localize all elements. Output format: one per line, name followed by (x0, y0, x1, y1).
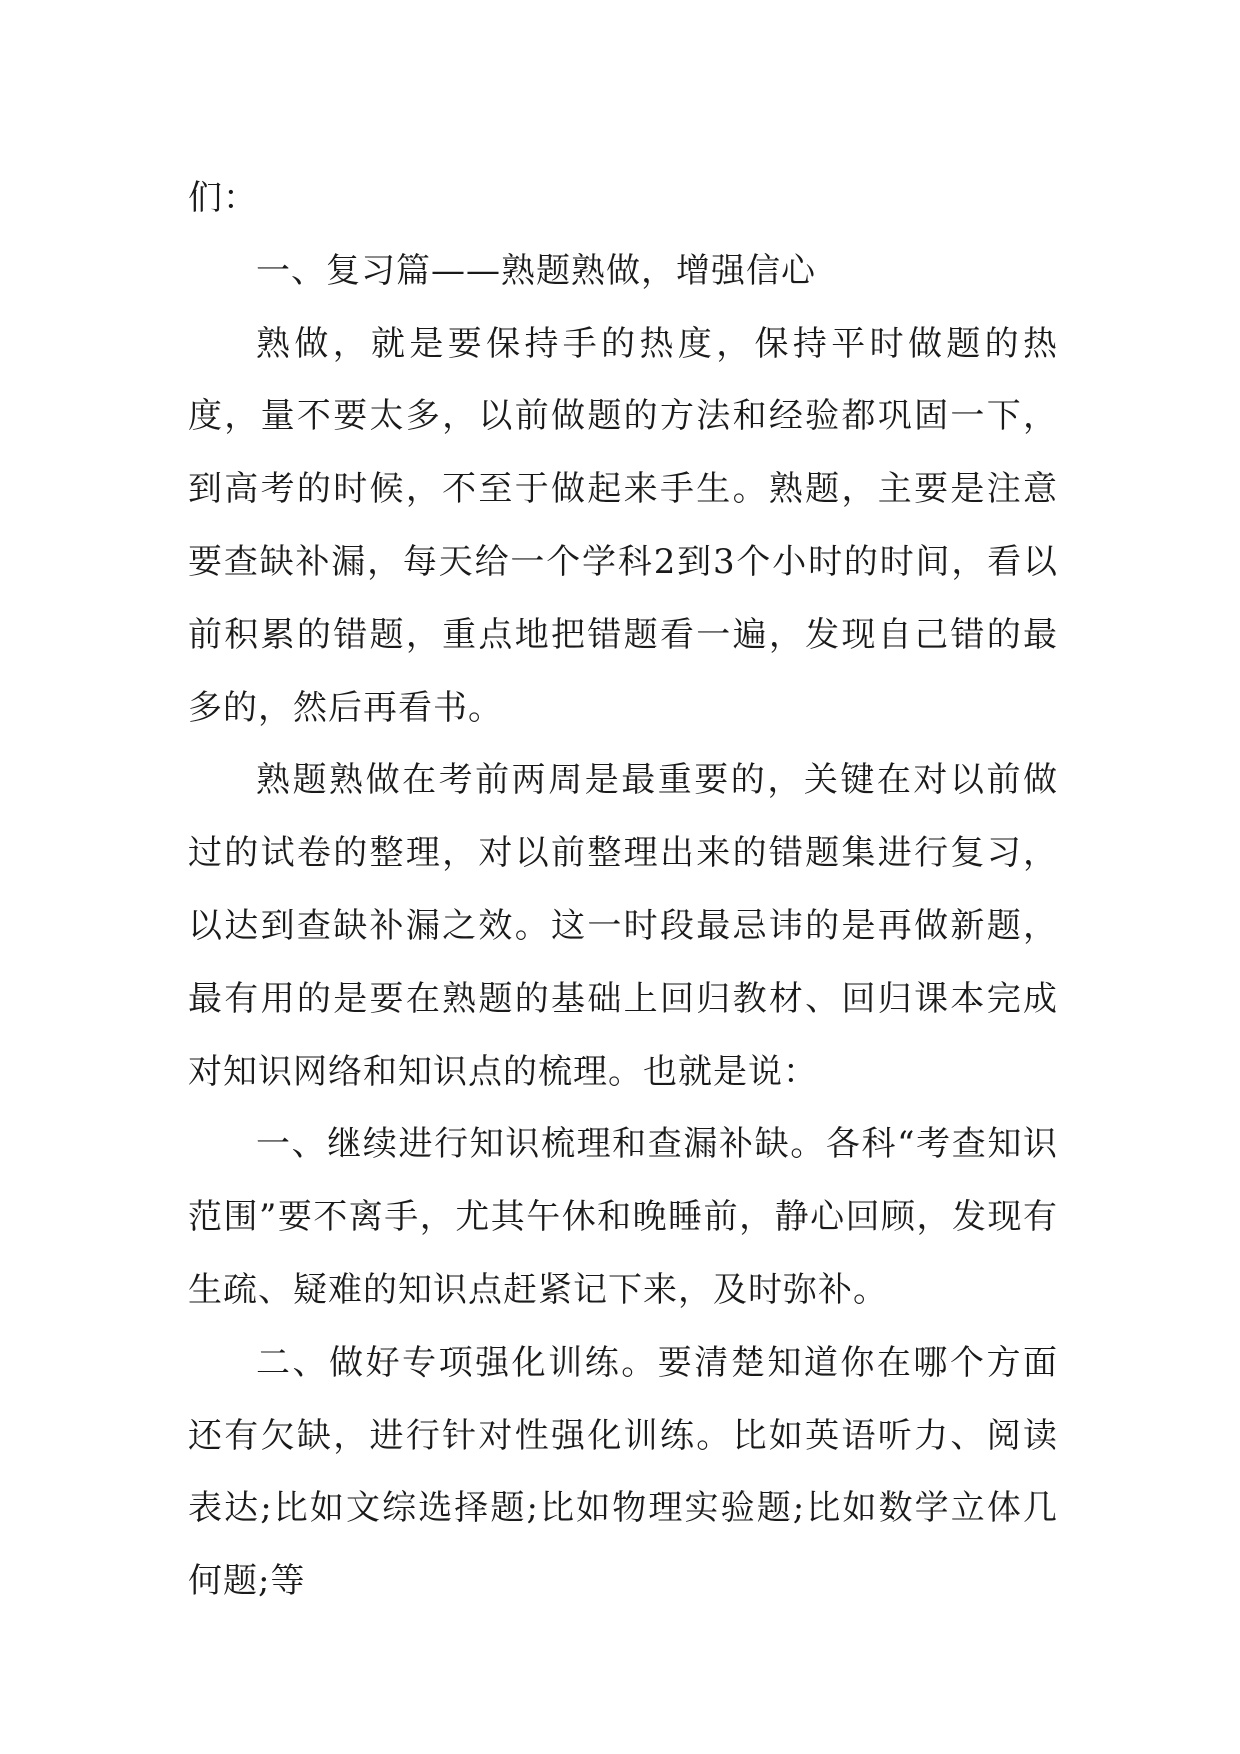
paragraph-knowledge-review: 一、继续进行知识梳理和查漏补缺。各科“考查知识范围”要不离手，尤其午休和晚睡前，静心回顾，发现有生疏、疑难的知识点赶紧记下来，及时弥补。 (188, 1124, 1058, 1310)
paragraph-special-training: 二、做好专项强化训练。要清楚知道你在哪个方面还有欠缺，进行针对性强化训练。比如英语听力、阅读表达;比如文综选择题;比如物理实验题;比如数学立体几何题;等 (188, 1342, 1058, 1602)
paragraph-two-weeks-before-exam: 熟题熟做在考前两周是最重要的，关键在对以前做过的试卷的整理，对以前整理出来的错题集进行复习，以达到查缺补漏之效。这一时段最忌讳的是再做新题，最有用的是要在熟题的基础上回归教材、回归课本完成对知识网络和知识点的梳理。也就是说： (188, 760, 1058, 1092)
section-heading-review: 一、复习篇——熟题熟做，增强信心 (256, 250, 816, 291)
document-body (188, 162, 1058, 1618)
paragraph-familiar-practice: 熟做，就是要保持手的热度，保持平时做题的热度，量不要太多，以前做题的方法和经验都巩固一下，到高考的时候，不至于做起来手生。熟题，主要是注意要查缺补漏，每天给一个学科2到3个小时的时间，看以前积累的错题，重点地把错题看一遍，发现自己错的最多的，然后再看书。 (188, 323, 1058, 728)
paragraph-continuation: 们： (188, 178, 258, 218)
